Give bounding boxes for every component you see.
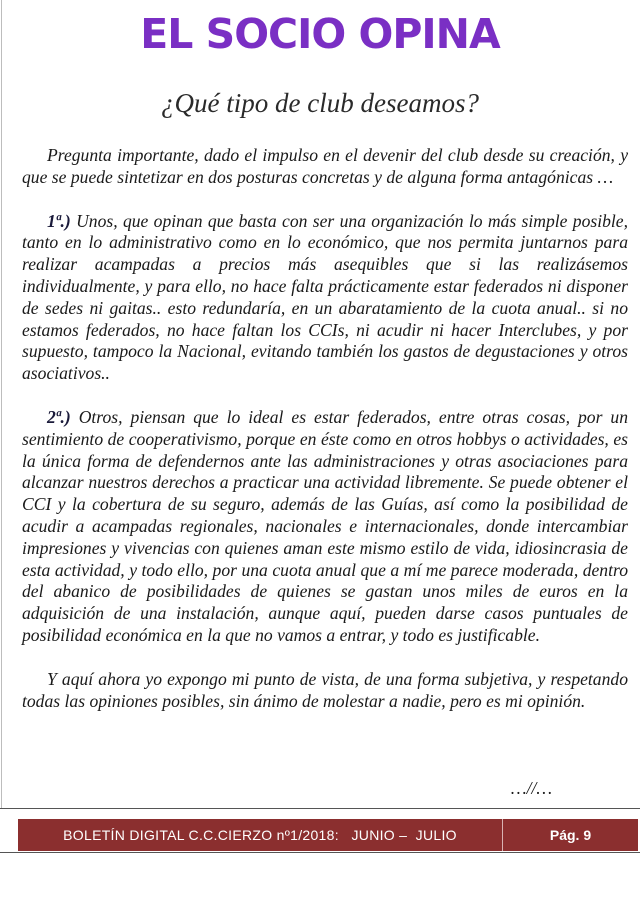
article-subtitle: ¿Qué tipo de club deseamos? [161,88,479,118]
continuation-mark: …//… [510,778,552,798]
page-number: Pág. 9 [549,827,592,843]
left-margin-rule [1,0,2,808]
point-1-number: 1ª.) [47,210,71,231]
article-body [22,145,628,712]
intro-paragraph: Pregunta importante, dado el impulso en el devenir del club desde su creación, y que se puede sintetizar en dos posturas concretas y de alguna forma antagónicas … [22,145,628,187]
page-footer [18,819,638,851]
footer-bottom-divider [0,852,640,853]
point-2-text: Otros, piensan que lo ideal es estar federados, entre otras cosas, por un sentimiento de cooperativismo, porque en éste como en otros hobbys o actividades, es la única forma de defendernos ante las administraciones y otras asociaciones para alcanzar nuestros derechos a practicar una actividad libremente. Se puede obtener el CCI y la cobertura de su seguro, además de las Guías, así como la posibilidad de acudir a acampadas regionales, nacionales e internacionales, donde intercambiar impresiones y vivencias con quienes aman este mismo estilo de vida, idiosincrasia de esta actividad, y todo ello, por una cuota anual que a mí me parece moderada, dentro del abanico de posibilidades de quienes se gastan unos miles de euros en la adquisición de una instalación, aunque aquí, pueden darse casos puntuales de posibilidad económica en la que no vamos a entrar, y todo es justificable. [22,406,628,645]
point-1-paragraph [22,211,628,385]
point-2-number: 2ª.) [47,406,71,427]
point-2-paragraph [22,407,628,647]
footer-top-divider [0,808,640,809]
point-1-text: Unos, que opinan que basta con ser una organización lo más simple posible, tanto en lo administrativo como en lo económico, que nos permita juntarnos para realizar acampadas a precios más asequibles que si las realizásemos individualmente, y para ello, no hace falta prácticamente estar federados ni disponer de sedes ni gaitas.. esto redundaría, en un abaratamiento de la cuota anual.. si no estamos federados, no hace faltan los CCIs, ni acudir ni hacer Interclubes, y por supuesto, tampoco la Nacional, evitando también los gastos de degustaciones y otros asociativos.. [22,210,628,384]
page-heading: EL SOCIO OPINA [140,10,500,58]
footer-publication: BOLETÍN DIGITAL C.C.CIERZO nº1/2018: JUNIO – JULIO [63,827,457,843]
closing-paragraph: Y aquí ahora yo expongo mi punto de vista, de una forma subjetiva, y respetando todas las opiniones posibles, sin ánimo de molestar a nadie, pero es mi opinión. [22,668,628,711]
